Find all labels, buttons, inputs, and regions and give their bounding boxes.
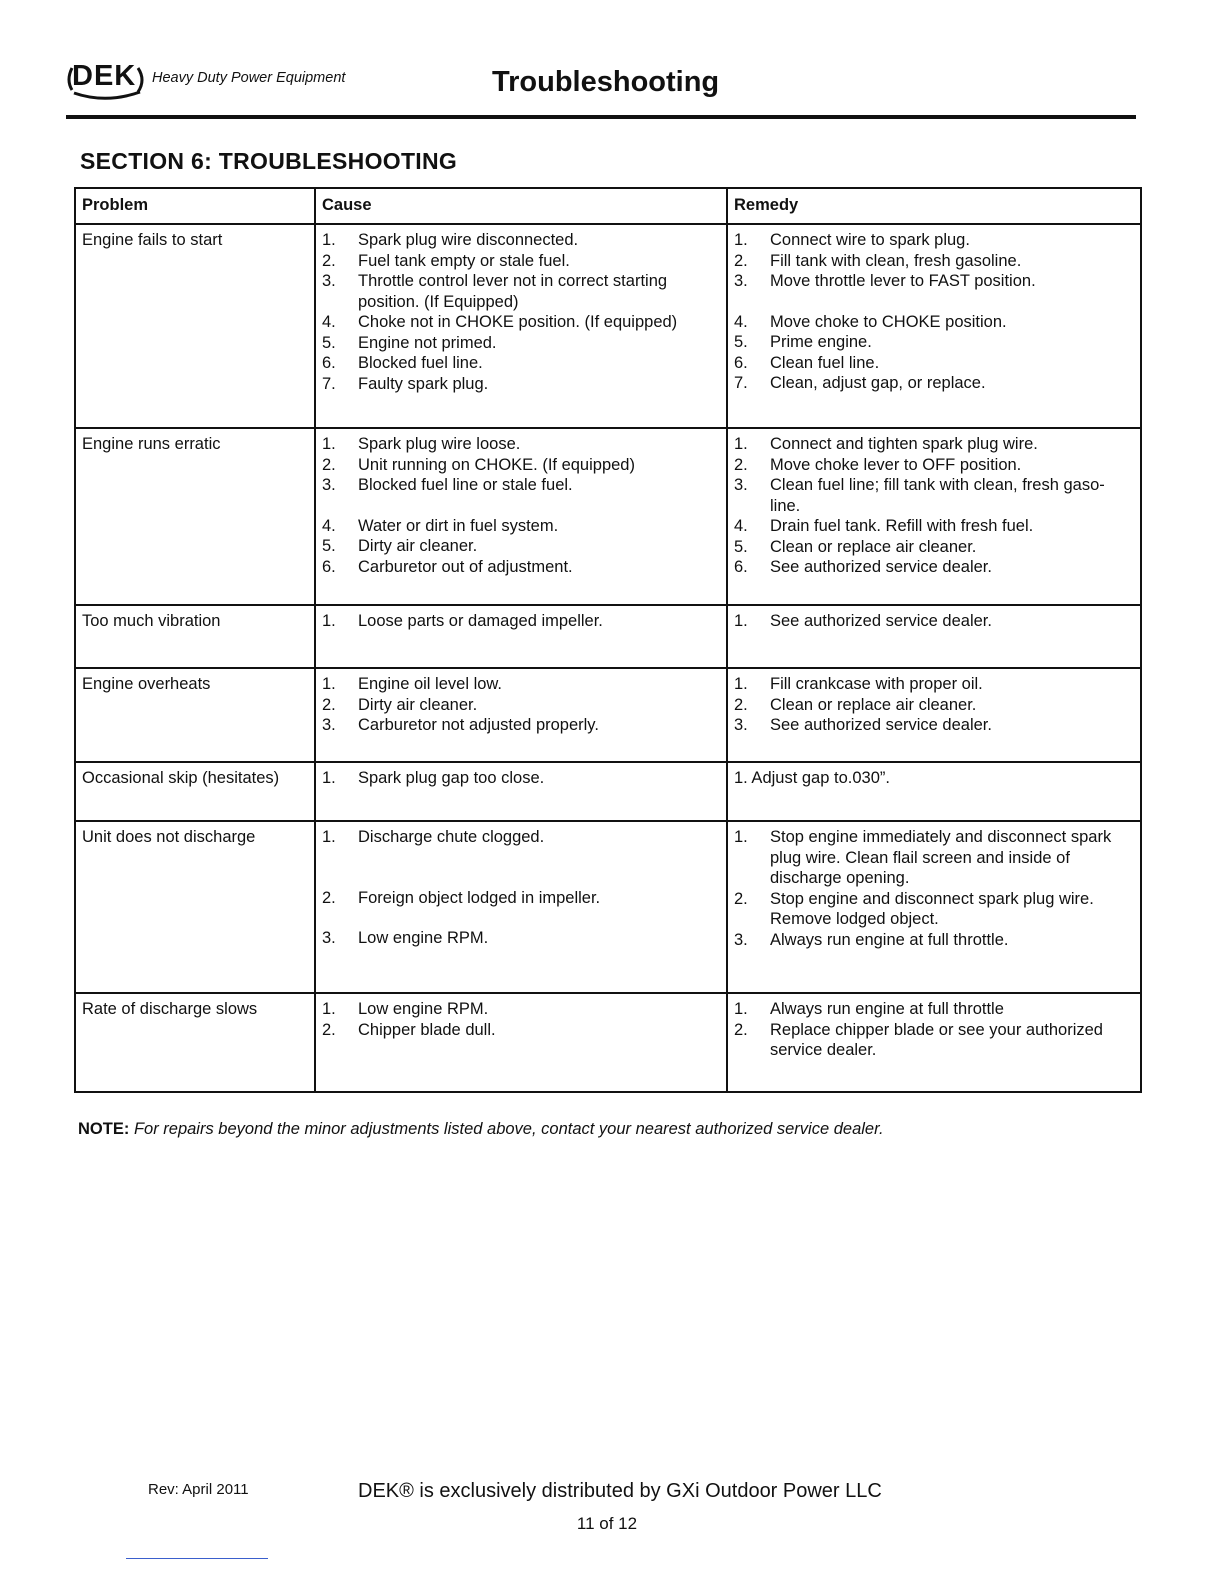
page-title: Troubleshooting [492,66,720,98]
list-item: 1. Loose parts or damaged impeller. [322,612,603,630]
list-item: 1. Spark plug wire disconnected. [322,231,579,249]
list-item: 1. Low engine RPM. [322,1000,489,1018]
dek-logo [66,60,150,100]
list-item: 7. Clean, adjust gap, or replace. [734,374,986,392]
table-header-row [75,188,1141,224]
list-item: 4. Move choke to CHOKE position. [734,312,1007,331]
list-item: 2. Fuel tank empty or stale fuel. [322,251,570,270]
list-item: 1. See authorized service dealer. [734,612,992,630]
list-item: 3. See authorized service dealer. [734,716,992,734]
cause-cell [315,762,727,821]
table-row [75,224,1141,428]
list-item: 1. Discharge chute clogged. [322,828,545,846]
list-spacer [734,292,1134,312]
list-item: 2. Foreign object lodged in impeller. [322,888,601,907]
table-row [75,428,1141,605]
list-item: 2. Chipper blade dull. [322,1020,496,1039]
list-spacer [322,496,720,516]
list-item: 3. Move throttle lever to FAST position. [734,272,1036,290]
list-item: 1. Engine oil level low. [322,675,503,693]
list-item: 2. Clean or replace air cleaner. [734,695,977,714]
problem-cell: Too much vibration [75,605,315,668]
footnote-rule [126,1558,268,1559]
list-item: 1. Spark plug gap too close. [322,769,545,787]
list-item: 4. Choke not in CHOKE position. (If equipped) [322,313,678,331]
list-item: 1. Connect wire to spark plug. [734,231,970,249]
remedy-cell [727,428,1141,605]
list-item: 3. Throttle control lever not in correct starting position. (If Equipped) [322,272,668,311]
logo-text: DEK [72,60,137,92]
note [78,1120,884,1139]
page-number: 11 of 12 [576,1514,638,1533]
list-item: 5. Clean or replace air cleaner. [734,537,977,556]
tagline: Heavy Duty Power Equipment [152,70,346,86]
cause-cell [315,605,727,668]
problem-cell: Occasional skip (hesitates) [75,762,315,821]
problem-cell: Engine fails to start [75,224,315,428]
header-remedy: Remedy [727,188,1141,224]
cause-cell [315,428,727,605]
remedy-cell [727,993,1141,1092]
list-item: 2. Stop engine and disconnect spark plug wire. Remove lodged object. [734,889,1094,928]
list-item: 1. Always run engine at full throttle [734,1000,1004,1018]
list-item: 7. Faulty spark plug. [322,374,489,393]
list-item: 3. Low engine RPM. [322,929,489,947]
table-row [75,605,1141,668]
revision-date: Rev: April 2011 [148,1481,249,1498]
remedy-cell [727,605,1141,668]
cause-cell [315,993,727,1092]
list-spacer [322,848,720,868]
list-item: 6. Clean fuel line. [734,353,880,372]
table-row [75,668,1141,762]
cause-cell [315,668,727,762]
header-cause: Cause [315,188,727,224]
header-problem: Problem [75,188,315,224]
list-item: 4. Drain fuel tank. Refill with fresh fuel. [734,517,1034,535]
list-item: 1. Spark plug wire loose. [322,435,521,453]
list-item: 5. Dirty air cleaner. [322,537,478,555]
table-row [75,762,1141,821]
list-item: 1. Connect and tighten spark plug wire. [734,435,1038,453]
remedy-cell [727,224,1141,428]
troubleshooting-table [74,187,1142,1093]
distributor-line: DEK® is exclusively distributed by GXi Outdoor Power LLC [358,1480,882,1502]
list-item: 5. Engine not primed. [322,333,497,352]
remedy-cell [727,821,1141,993]
list-item: 2. Fill tank with clean, fresh gasoline. [734,251,1022,270]
header-rule [66,115,1136,119]
note-label: NOTE: [78,1120,130,1138]
list-item: 6. See authorized service dealer. [734,558,992,576]
note-text: For repairs beyond the minor adjustments listed above, contact your nearest authorized service dealer. [133,1120,884,1138]
list-item: 4. Water or dirt in fuel system. [322,516,559,535]
list-item: 2. Dirty air cleaner. [322,695,478,714]
section-title: SECTION 6: TROUBLESHOOTING [80,148,458,174]
list-item: 6. Blocked fuel line. [322,354,483,372]
list-item: 3. Clean fuel line; fill tank with clean, fresh gaso-line. [734,476,1105,515]
list-spacer [322,868,720,888]
problem-cell: Engine overheats [75,668,315,762]
list-item: 3. Carburetor not adjusted properly. [322,716,599,734]
problem-cell: Rate of discharge slows [75,993,315,1092]
cause-cell [315,224,727,428]
list-item: 6. Carburetor out of adjustment. [322,557,573,576]
cause-cell [315,821,727,993]
remedy-cell [727,668,1141,762]
problem-cell: Unit does not discharge [75,821,315,993]
list-item: 2. Replace chipper blade or see your authorized service dealer. [734,1020,1103,1059]
list-item: 5. Prime engine. [734,333,872,351]
list-item: 1. Stop engine immediately and disconnect spark plug wire. Clean flail screen and inside of discharge opening. [734,828,1112,887]
remedy-cell: 1. Adjust gap to.030”. [727,762,1141,821]
problem-cell: Engine runs erratic [75,428,315,605]
table-row [75,993,1141,1092]
table-row [75,821,1141,993]
list-item: 3. Always run engine at full throttle. [734,930,1009,949]
list-item: 1. Fill crankcase with proper oil. [734,675,983,693]
list-item: 2. Unit running on CHOKE. (If equipped) [322,455,635,474]
list-item: 2. Move choke lever to OFF position. [734,455,1022,474]
page-header [66,58,1136,118]
list-spacer [322,908,720,928]
list-item: 3. Blocked fuel line or stale fuel. [322,476,573,494]
